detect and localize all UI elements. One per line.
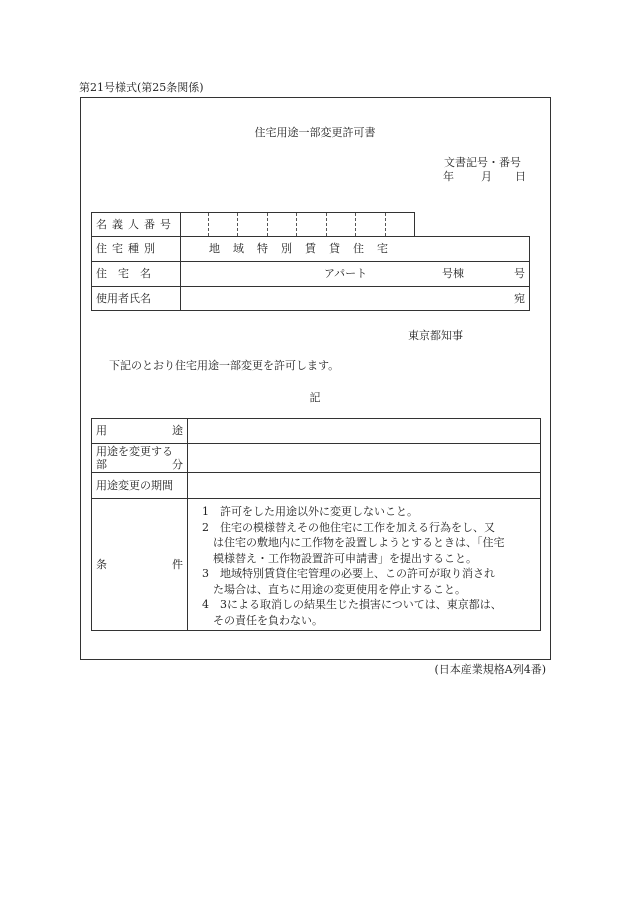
condition-line: は住宅の敷地内に工作物を設置しようとするときは、「住宅 <box>202 536 505 549</box>
nominee-digit-cell[interactable] <box>268 213 297 237</box>
user-name-row <box>92 287 530 311</box>
use-row <box>92 419 541 444</box>
period-label: 用途変更の期間 <box>92 473 188 499</box>
room-label: 号 <box>514 267 525 281</box>
conditions-list <box>202 504 536 628</box>
use-field[interactable] <box>188 419 541 444</box>
conditions-field <box>188 499 541 631</box>
condition-line: 3 地域特別賃貸住宅管理の必要上、この許可が取り消され <box>202 567 495 580</box>
nominee-number-row <box>92 213 530 237</box>
document-title: 住宅用途一部変更許可書 <box>254 126 376 139</box>
condition-line: 模様替え・工作物設置許可申請書」を提出すること。 <box>202 551 477 565</box>
use-label: 用 途 <box>92 419 188 444</box>
conditions-row <box>92 499 541 631</box>
nominee-digit-cell[interactable] <box>356 213 386 237</box>
nominee-digit-cell[interactable] <box>209 213 238 237</box>
housing-name-label: 住 宅 名 <box>92 262 181 287</box>
details-table <box>91 418 541 631</box>
reference-number-label: 文書記号・番号 <box>444 156 521 169</box>
nominee-digit-cell[interactable] <box>386 213 415 237</box>
issuer-name: 東京都知事 <box>408 329 463 342</box>
date-month-label: 月 <box>481 170 492 183</box>
form-label: 第21号様式(第25条関係) <box>79 81 204 94</box>
changed-part-field[interactable] <box>188 444 541 473</box>
date-day-label: 日 <box>515 170 526 183</box>
condition-line: た場合は、直ちに用途の変更使用を停止すること。 <box>202 582 466 596</box>
date-year-label: 年 <box>443 170 454 183</box>
jis-size-note: (日本産業規格A列4番) <box>434 663 546 676</box>
condition-line: その責任を負わない。 <box>202 613 323 627</box>
period-field[interactable] <box>188 473 541 499</box>
apartment-label: アパート <box>324 267 368 281</box>
nominee-digit-cell[interactable] <box>327 213 356 237</box>
changed-part-label: 用途を変更する 部 分 <box>92 444 188 473</box>
nominee-digit-cell[interactable] <box>297 213 327 237</box>
housing-type-value: 地域特別賃貸住宅 <box>181 237 530 262</box>
user-name-label: 使用者氏名 <box>92 287 181 311</box>
nominee-digit-cell[interactable] <box>181 213 209 237</box>
nominee-digit-cell[interactable] <box>238 213 268 237</box>
housing-name-field[interactable] <box>181 262 530 287</box>
housing-type-label: 住宅種別 <box>92 237 181 262</box>
ki-mark: 記 <box>309 391 321 404</box>
user-name-field[interactable] <box>181 287 530 311</box>
housing-type-row <box>92 237 530 262</box>
conditions-label: 条 件 <box>92 499 188 631</box>
applicant-table <box>91 212 530 311</box>
housing-name-row <box>92 262 530 287</box>
honorific-label: 宛 <box>514 291 525 305</box>
permission-statement: 下記のとおり住宅用途一部変更を許可します。 <box>109 359 340 372</box>
blank-area <box>415 213 530 237</box>
changed-part-row <box>92 444 541 473</box>
date-line <box>443 170 526 183</box>
condition-line: 4 3による取消しの結果生じた損害については、東京都は、 <box>202 598 502 611</box>
nominee-number-label: 名義人番号 <box>92 213 181 237</box>
building-label: 号棟 <box>442 267 464 281</box>
period-row <box>92 473 541 499</box>
condition-line: 2 住宅の模様替えその他住宅に工作を加える行為をし、又 <box>202 520 495 534</box>
condition-line: 1 許可をした用途以外に変更しないこと。 <box>202 505 418 518</box>
